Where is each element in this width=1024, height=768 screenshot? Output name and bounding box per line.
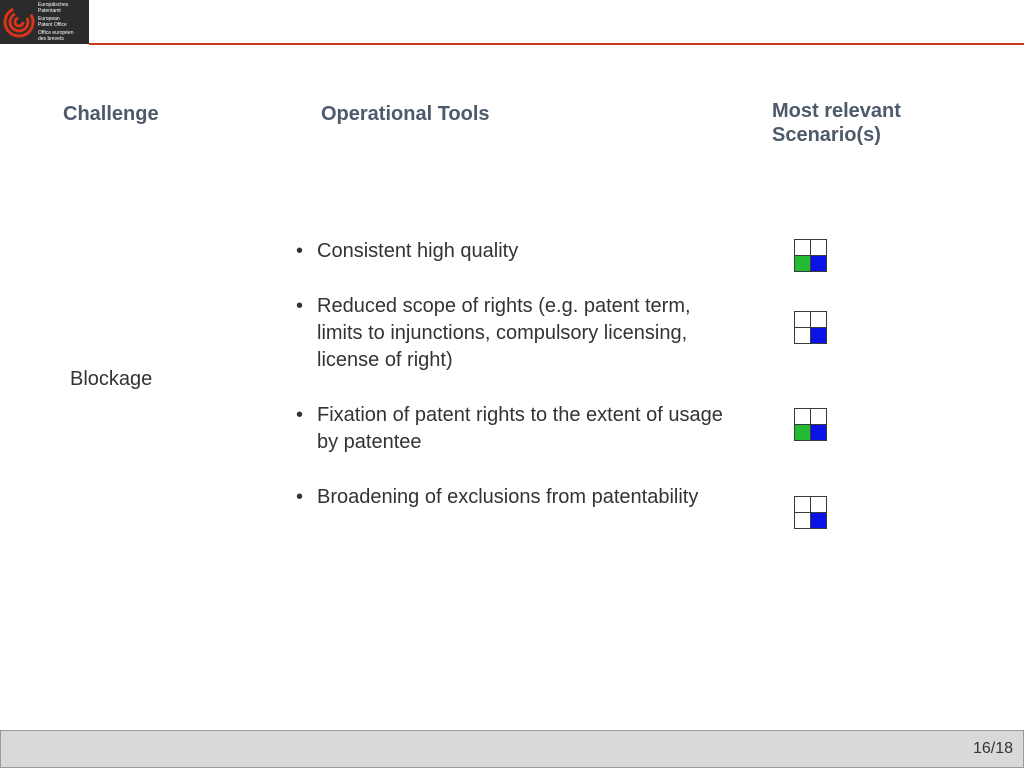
bullet-icon: •: [296, 240, 304, 262]
epo-logo-text: Europäisches Patentamt European Patent Office Office européen des brevets: [38, 2, 74, 42]
scenario-cell: [810, 311, 827, 328]
footer-bar: [0, 730, 1024, 768]
scenario-grid-icon: [794, 496, 827, 529]
list-item: [296, 238, 726, 265]
epo-logo: [0, 0, 89, 44]
list-item: [296, 402, 726, 456]
tool-text: Fixation of patent rights to the extent of usage by patentee: [317, 404, 723, 453]
header-rule: [89, 43, 1024, 45]
scenario-cell: [794, 327, 811, 344]
scenario-cell: [810, 424, 827, 441]
scenario-cell: [794, 255, 811, 272]
list-item: [296, 293, 726, 374]
scenario-cell: [794, 311, 811, 328]
list-item: [296, 484, 726, 511]
scenario-grid-icon: [794, 311, 827, 344]
scenario-cell: [810, 239, 827, 256]
scenario-cell: [810, 255, 827, 272]
tool-text: Broadening of exclusions from patentability: [317, 486, 699, 508]
scenario-grid-icon: [794, 239, 827, 272]
scenario-cell: [794, 512, 811, 529]
scenario-cell: [794, 239, 811, 256]
column-header-challenge: Challenge: [63, 103, 159, 125]
challenge-value: Blockage: [70, 368, 153, 390]
column-header-scenarios: Most relevant Scenario(s): [772, 100, 901, 146]
scenario-cell: [794, 496, 811, 513]
scenario-cell: [794, 424, 811, 441]
tool-text: Consistent high quality: [317, 240, 519, 262]
scenario-cell: [810, 408, 827, 425]
scenario-grid-icon: [794, 408, 827, 441]
scenario-cell: [810, 496, 827, 513]
scenario-cell: [810, 512, 827, 529]
bullet-icon: •: [296, 404, 304, 426]
scenario-cell: [810, 327, 827, 344]
bullet-icon: •: [296, 295, 304, 317]
column-header-operational-tools: Operational Tools: [321, 103, 490, 125]
page-number: 16/18: [972, 740, 1013, 757]
tool-text: Reduced scope of rights (e.g. patent term, limits to injunctions, compulsory licensing, license of right): [317, 295, 691, 371]
bullet-icon: •: [296, 486, 304, 508]
epo-logo-mark-icon: [0, 0, 38, 44]
scenario-cell: [794, 408, 811, 425]
